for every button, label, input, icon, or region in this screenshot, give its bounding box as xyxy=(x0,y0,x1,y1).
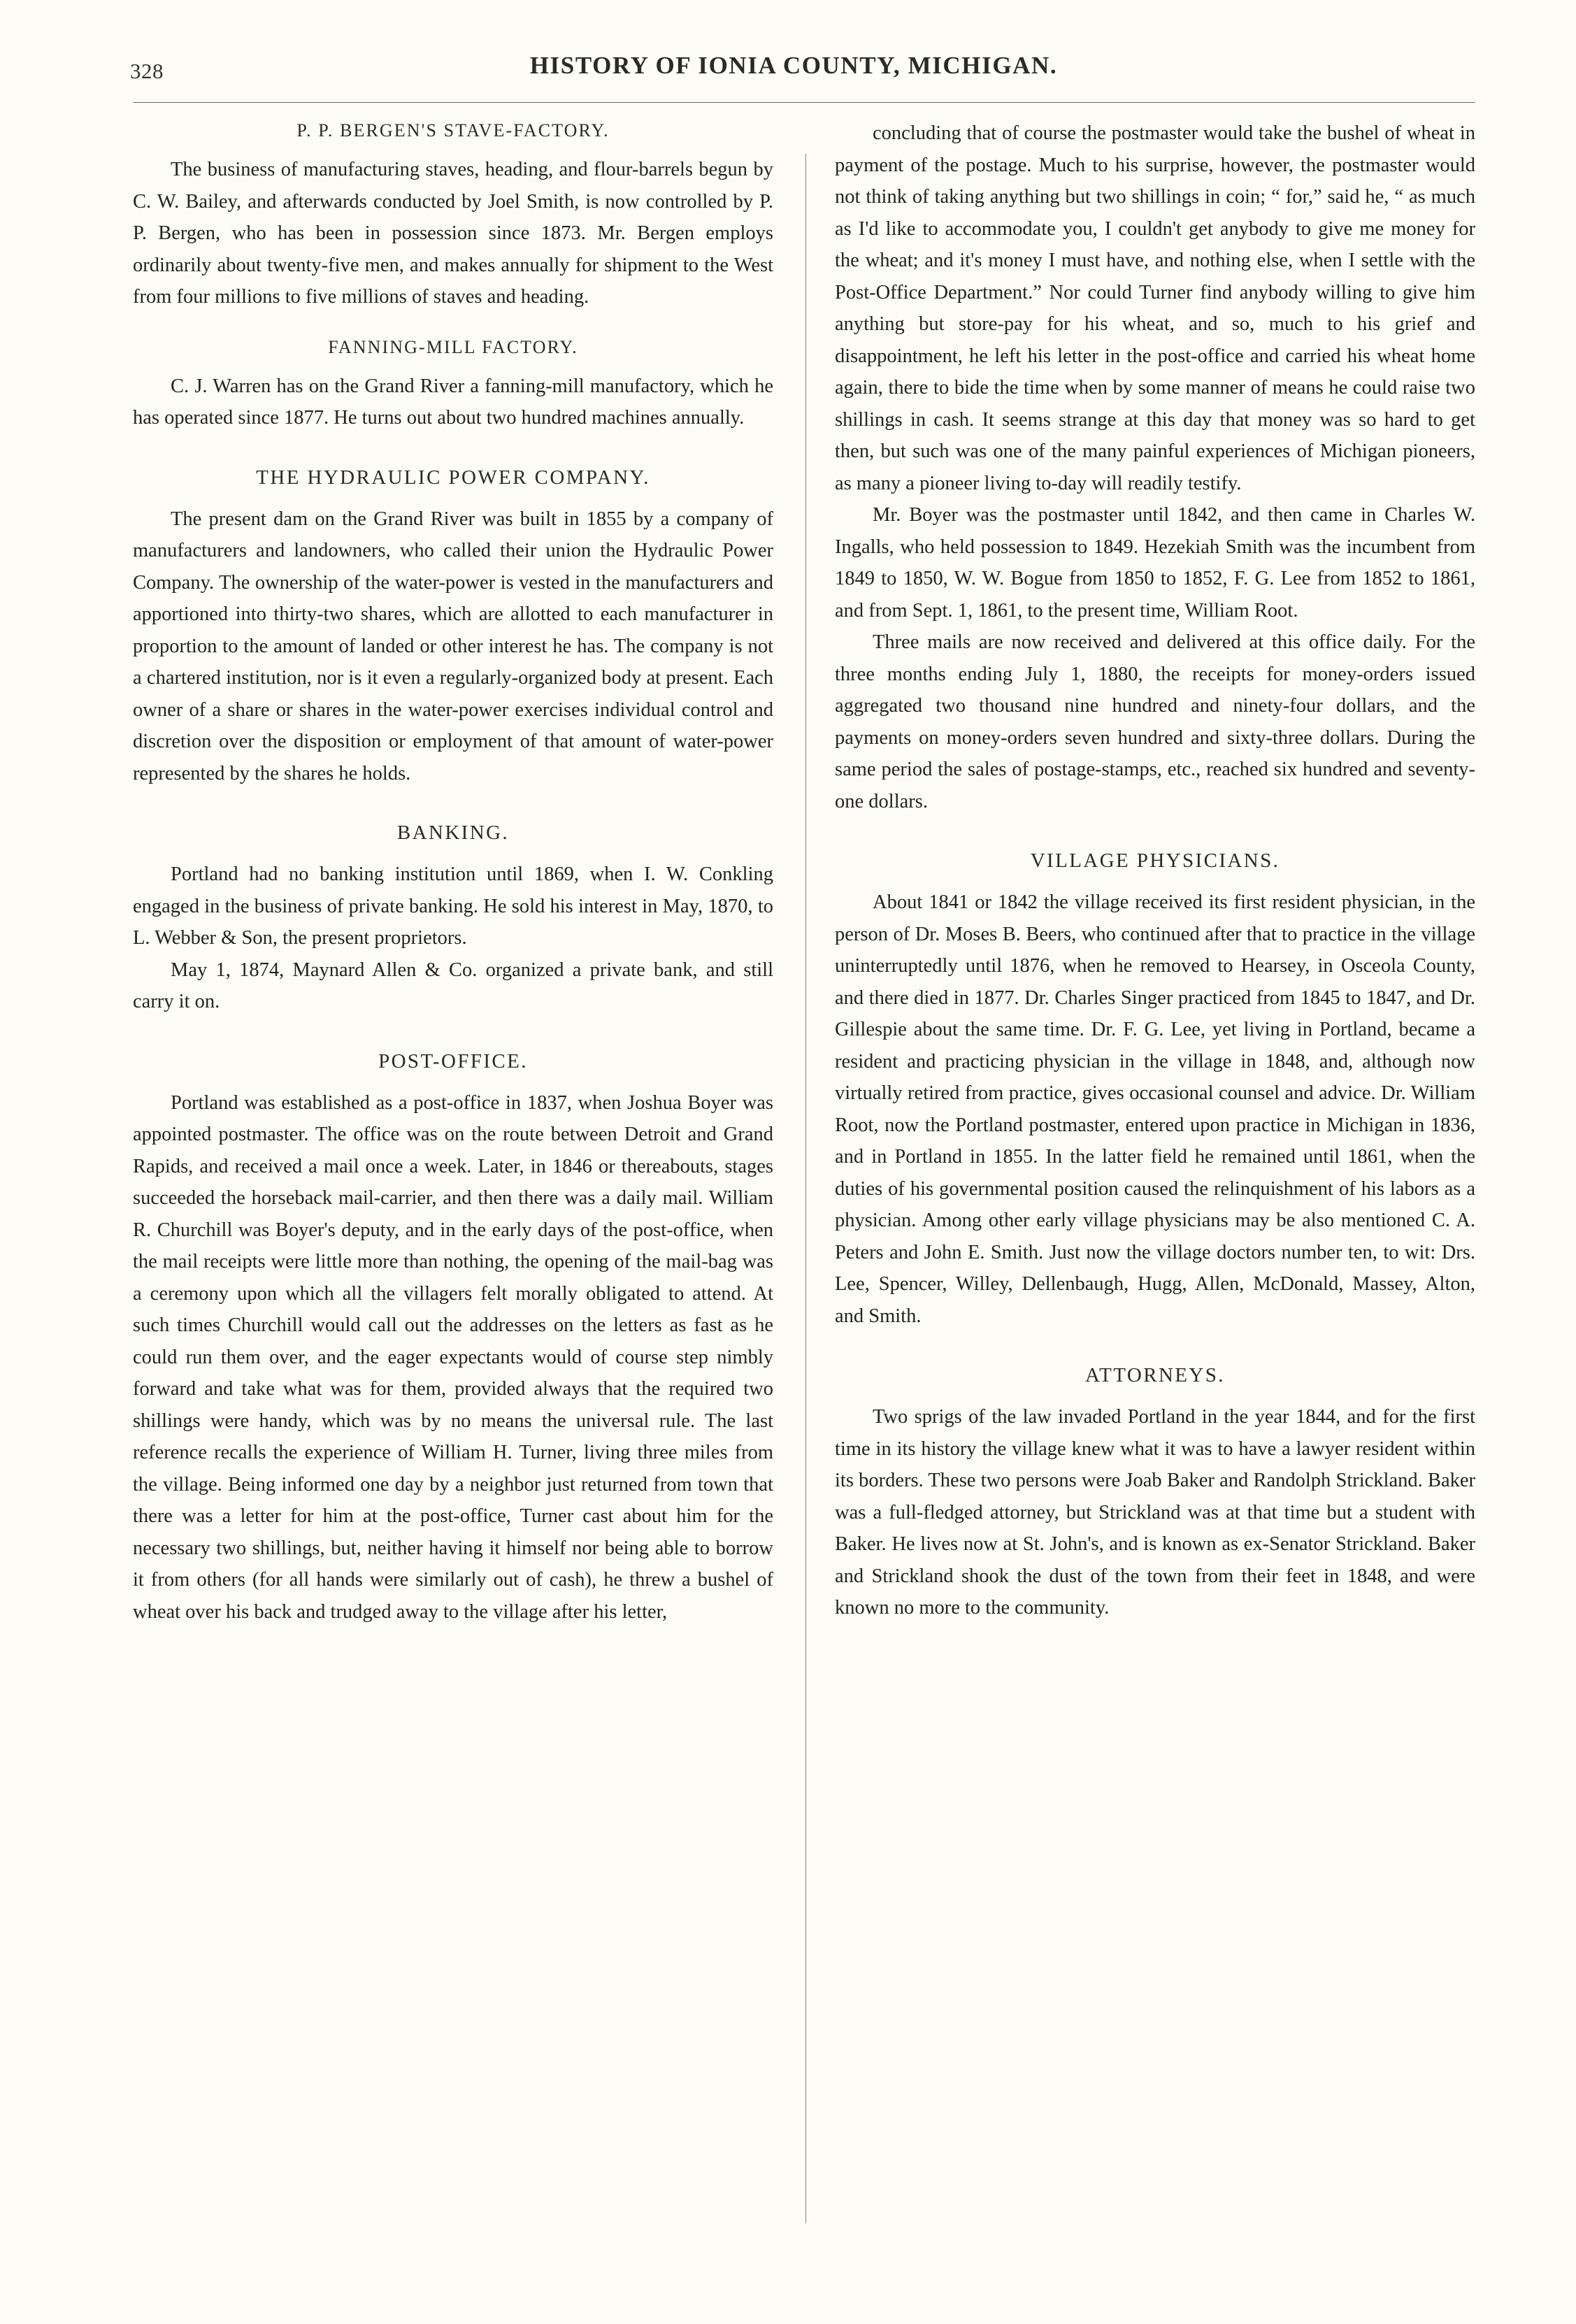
paragraph: Portland had no banking institution until 1869, when I. W. Conkling engaged in the business of private banking. He sold his interest in May, 1870, to L. Webber & Son, the present proprietors. xyxy=(133,863,773,949)
section-heading-fanning-mill: FANNING-MILL FACTORY. xyxy=(328,336,578,357)
column-divider-rule xyxy=(805,154,806,2223)
paragraph: C. J. Warren has on the Grand River a fanning-mill manufactory, which he has operated since 1877. He turns out about two hundred machines annually. xyxy=(133,375,773,429)
paragraph: concluding that of course the postmaster would take the bushel of wheat in payment of the postage. Much to his surprise, however, the postmaster would not think of taking anything but two shillings in coin; “ for,” said he, “ as much as I'd like to accommodate you, I couldn't get anybody to give me money for the wheat; and it's money I must have, and nothing else, when I settle with the Post-Office Department.” Nor could Turner find anybody willing to give him anything but store-pay for his wheat, and so, much to his grief and disappointment, he left his letter in the post-office and carried his wheat home again, there to bide the time when by some manner of means he could raise two shillings in cash. It seems strange at this day that money was so hard to get then, but such was one of the many painful experiences of Michigan pioneers, as many a pioneer living to-day will readily testify. xyxy=(835,122,1475,494)
page-content xyxy=(105,42,1482,2272)
paragraph: Three mails are now received and delivered at this office daily. For the three months ending July 1, 1880, the receipts for money-orders issued aggregated two thousand nine hundred and ninety-four dollars, and the payments on money-orders seven hundred and sixty-three dollars. During the same period the sales of postage-stamps, etc., reached six hundred and seventy-one dollars. xyxy=(835,631,1475,812)
page-number: 328 xyxy=(130,59,164,83)
paragraph: About 1841 or 1842 the village received its first resident physician, in the person of Dr. Moses B. Beers, who continued after that to practice in the village uninterruptedly until 1876, when he removed to Hearsey, in Osceola County, and there died in 1877. Dr. Charles Singer practiced from 1845 to 1847, and Dr. Gillespie about the same time. Dr. F. G. Lee, yet living in Portland, became a resident and practicing physician in the village in 1848, and, although now virtually retired from practice, gives occasional counsel and advice. Dr. William Root, now the Portland postmaster, entered upon practice in Michigan in 1836, and in Portland in 1855. In the latter field he remained until 1861, when the duties of his governmental position caused the relinquishment of his labors as a physician. Among other early village physicians may be also mentioned C. A. Peters and John E. Smith. Just now the village doctors number ten, to wit: Drs. Lee, Spencer, Willey, Dellenbaugh, Hugg, Allen, McDonald, Massey, Alton, and Smith. xyxy=(835,891,1475,1327)
section-heading-village-physicians: VILLAGE PHYSICIANS. xyxy=(1030,849,1280,872)
page-header xyxy=(105,42,1482,102)
text-columns xyxy=(133,117,1475,2272)
running-head: HISTORY OF IONIA COUNTY, MICHIGAN. xyxy=(529,52,1058,79)
section-heading-banking: BANKING. xyxy=(396,822,510,844)
right-column xyxy=(793,117,1475,2272)
paragraph: The business of manufacturing staves, heading, and flour-barrels begun by C. W. Bailey, and afterwards conducted by Joel Smith, is now controlled by P. P. Bergen, who has been in possession since 1873. Mr. Bergen employs ordinarily about twenty-five men, and makes annually for shipment to the West from four millions to five millions of staves and heading. xyxy=(133,159,773,308)
section-heading-attorneys: ATTORNEYS. xyxy=(1085,1364,1225,1386)
section-heading-hydraulic-power: THE HYDRAULIC POWER COMPANY. xyxy=(256,466,650,489)
paragraph: Two sprigs of the law invaded Portland in the year 1844, and for the first time in its history the village knew what it was to have a lawyer resident within its borders. These two persons were Joab Baker and Randolph Strickland. Baker was a full-fledged attorney, but Strickland was at that time but a student with Baker. He lives now at St. John's, and is known as ex-Senator Strickland. Baker and Strickland shook the dust of the town from their feet in 1848, and were known no more to the community. xyxy=(835,1406,1475,1619)
paragraph: Portland was established as a post-office in 1837, when Joshua Boyer was appointed postmaster. The office was on the route between Detroit and Grand Rapids, and received a mail once a week. Later, in 1846 or thereabouts, stages succeeded the horseback mail-carrier, and then there was a daily mail. William R. Churchill was Boyer's deputy, and in the early days of the post-office, when the mail receipts were little more than nothing, the opening of the mail-bag was a ceremony upon which all the villagers felt morally obligated to attend. At such times Churchill would call out the addresses on the letters as fast as he could run them over, and the eager expectants would of course step nimbly forward and take what was for them, provided always that the required two shillings were handy, which was by no means the universal rule. The last reference recalls the experience of William H. Turner, living three miles from the village. Being informed one day by a neighbor just returned from town that there was a letter for him at the post-office, Turner cast about him for the necessary two shillings, but, neither having it himself nor being able to borrow it from others (for all hands were similarly out of cash), he threw a bushel of wheat over his back and trudged away to the village after his letter, xyxy=(133,1091,773,1623)
paragraph: Mr. Boyer was the postmaster until 1842, and then came in Charles W. Ingalls, who held possession to 1849. Hezekiah Smith was the incumbent from 1849 to 1850, W. W. Bogue from 1850 to 1852, F. G. Lee from 1852 to 1861, and from Sept. 1, 1861, to the present time, William Root. xyxy=(835,504,1475,622)
header-rule xyxy=(133,102,1475,103)
paragraph: May 1, 1874, Maynard Allen & Co. organized a private bank, and still carry it on. xyxy=(133,959,773,1012)
section-heading-post-office: POST-OFFICE. xyxy=(378,1049,528,1073)
left-column xyxy=(133,117,793,2272)
section-heading-stave-factory: P. P. BERGEN'S STAVE-FACTORY. xyxy=(296,120,610,141)
paragraph: The present dam on the Grand River was built in 1855 by a company of manufacturers and landowners, who called their union the Hydraulic Power Company. The ownership of the water-power is vested in the manufacturers and apportioned into thirty-two shares, which are allotted to each manufacturer in proportion to the amount of landed or other interest he has. The company is not a chartered institution, nor is it even a regularly-organized body at present. Each owner of a share or shares in the water-power exercises individual control and discretion over the disposition or employment of that amount of water-power represented by the shares he holds. xyxy=(133,508,773,784)
